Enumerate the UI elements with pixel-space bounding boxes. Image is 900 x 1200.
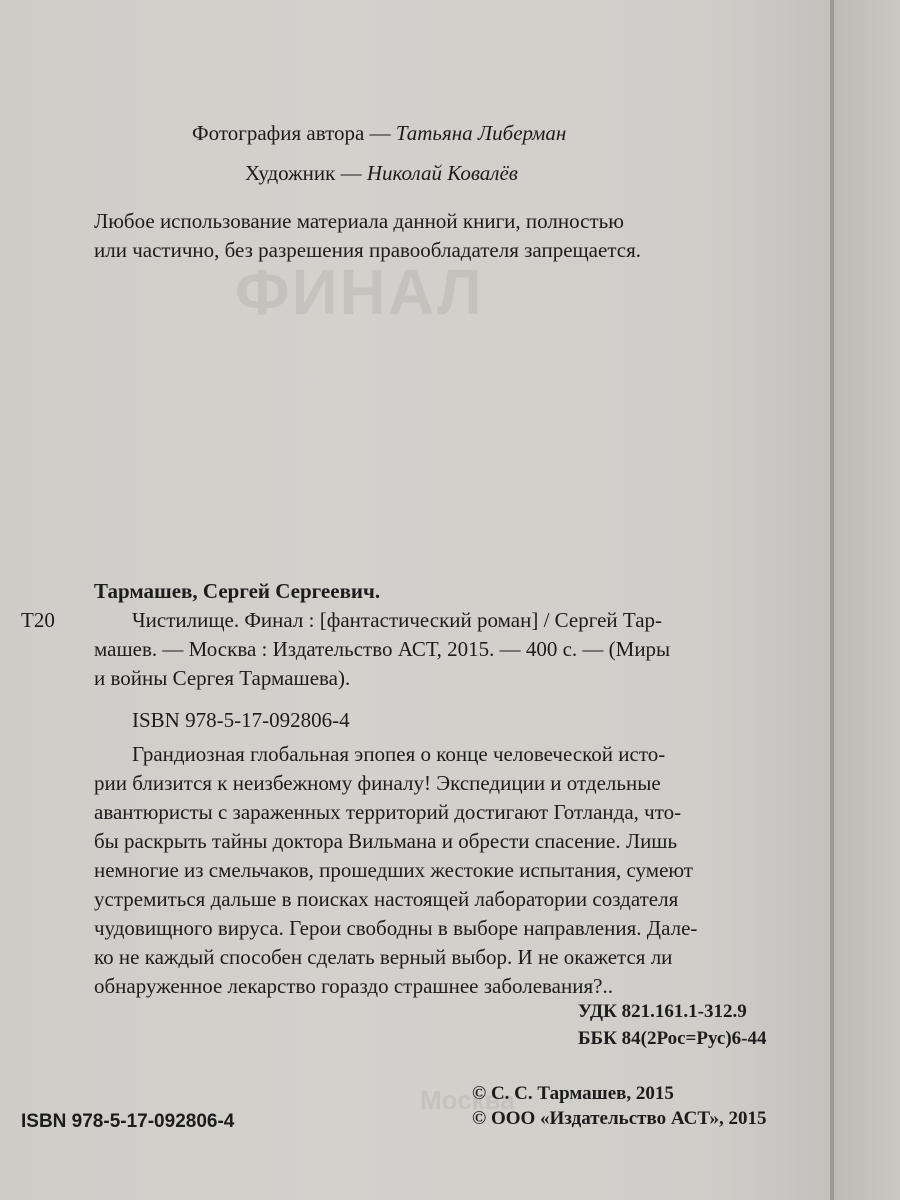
annotation-line: бы раскрыть тайны доктора Вильмана и обрести спасение. Лишь — [94, 829, 678, 853]
annotation-line: чудовищного вируса. Герои свободны в выборе направления. Дале- — [94, 916, 698, 940]
photo-credit-name: Татьяна Либерман — [395, 121, 567, 145]
catalog-author-heading: Тармашев, Сергей Сергеевич. — [94, 579, 381, 603]
artist-credit — [245, 161, 518, 185]
annotation-line: немногие из смельчаков, прошедших жестокие испытания, сумеют — [94, 858, 693, 882]
annotation-line: ко не каждый способен сделать верный выбор. И не окажется ли — [94, 945, 673, 969]
photo-credit — [192, 121, 566, 145]
show-through-publisher: Москва — [420, 1085, 515, 1115]
udk-code: УДК 821.161.1-312.9 — [578, 1001, 747, 1022]
photo-credit-label: Фотография автора — — [192, 121, 396, 145]
adjacent-page-edge — [834, 0, 900, 1200]
bbk-code: ББК 84(2Рос=Рус)6-44 — [578, 1028, 767, 1049]
artist-credit-label: Художник — — [245, 161, 367, 185]
copyright-publisher: © ООО «Издательство АСТ», 2015 — [472, 1108, 767, 1129]
copyright-notice-line: или частично, без разрешения правообладателя запрещается. — [94, 238, 641, 262]
annotation-line: рии близится к неизбежному финалу! Экспедиции и отдельные — [94, 771, 661, 795]
copyright-author: © С. С. Тармашев, 2015 — [472, 1083, 674, 1104]
annotation-line: обнаруженное лекарство гораздо страшнее заболевания?.. — [94, 974, 613, 998]
footer-isbn: ISBN 978-5-17-092806-4 — [21, 1111, 235, 1132]
artist-credit-name: Николай Ковалёв — [366, 161, 518, 185]
show-through-title: ФИНАЛ — [235, 256, 484, 328]
annotation-line: Грандиозная глобальная эпопея о конце человеческой исто- — [132, 742, 666, 766]
annotation-line: устремиться дальше в поисках настоящей лаборатории создателя — [94, 887, 679, 911]
catalog-description-line: и войны Сергея Тармашева). — [94, 666, 351, 690]
catalog-description-line: Чистилище. Финал : [фантастический роман] / Сергей Тар- — [132, 608, 663, 632]
copyright-notice-line: Любое использование материала данной книги, полностью — [94, 209, 624, 233]
annotation-line: авантюристы с зараженных территорий достигают Готланда, что- — [94, 800, 682, 824]
catalog-isbn: ISBN 978-5-17-092806-4 — [132, 708, 350, 732]
catalog-description-line: машев. — Москва : Издательство АСТ, 2015. — 400 с. — (Миры — [94, 637, 671, 661]
catalog-index-code: Т20 — [21, 608, 55, 632]
